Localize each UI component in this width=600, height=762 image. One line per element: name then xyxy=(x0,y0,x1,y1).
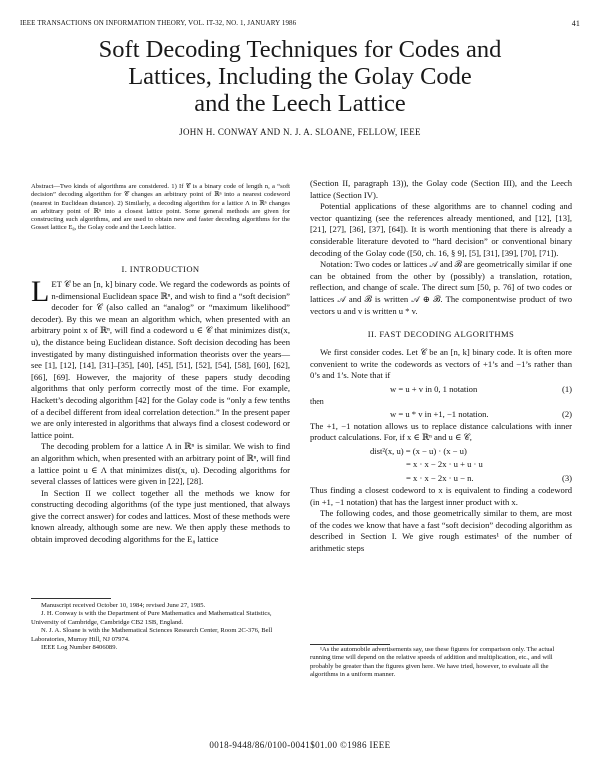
equation-1-text: w = u + v in 0, 1 notation xyxy=(390,383,478,394)
equation-3-line-3: = x · x − 2x · u − n. (3) xyxy=(406,472,572,483)
footnote-conway: J. H. Conway is with the Department of Pure Mathematics and Mathematical Statistics, University of Cambridge, Cambridge CB2 1SB, England. xyxy=(31,610,272,626)
title-line-1: Soft Decoding Techniques for Codes and xyxy=(98,36,502,63)
section-2-paragraph-1: We first consider codes. Let 𝒞 be an [n, k] binary code. It is often more convenient to write the codewords as vectors of +1’s and −1’s rather than 0’s and 1’s. Note that if xyxy=(310,347,572,381)
equation-1 xyxy=(310,382,572,396)
introduction-body xyxy=(31,275,291,546)
equation-3-number: (3) xyxy=(561,472,572,483)
section-2-body xyxy=(310,347,572,555)
page-number: 41 xyxy=(571,19,580,28)
equation-1-number: (1) xyxy=(561,383,572,394)
footnote-right xyxy=(310,646,572,680)
right-column-top xyxy=(310,178,572,317)
equation-2-text: w = u * v in +1, −1 notation. xyxy=(390,408,489,419)
author-line: JOHN H. CONWAY AND N. J. A. SLOANE, FELLOW, IEEE xyxy=(179,127,421,137)
footnote-rule-right xyxy=(310,644,390,645)
equation-3-line-2: = x · x − 2x · u + u · u xyxy=(406,458,483,469)
abstract xyxy=(31,183,290,233)
right-paragraph-1: Potential applications of these algorithms are to channel coding and vector quantizing (see the references already mentioned, and [12], [13], [21], [27], [36], [37], [64]). It is worth mentioning that there is already a considerable literature devoted to “hard decision” or conventional binary decoding of the Golay code ([50, ch. 16, § 9], [5], [31], [39], [70], [71]). xyxy=(310,201,572,258)
section-2-paragraph-3: Thus finding a closest codeword to x is equivalent to finding a codeword (in +1, −1 notation) that has the largest inner product with x. xyxy=(310,484,572,507)
footnote-log-number: IEEE Log Number 8406089. xyxy=(41,644,118,652)
equation-2-number: (2) xyxy=(561,408,572,419)
footnote-rule-left xyxy=(31,598,111,599)
section-2-paragraph-4: The following codes, and those geometrically similar to them, are most of the codes we know that have a fast “soft decision” decoding algorithm as described in Section I. We give rough estimates¹ of the number of arithmetic steps xyxy=(310,508,572,553)
abstract-text: Abstract—Two kinds of algorithms are considered. 1) If 𝒞 is a binary code of length n, a “soft decision” decoding algorithm for 𝒞 changes an arbitrary point of ℝⁿ into a nearest codeword (nearest in Euclidean distance). 2) Similarly, a decoding algorithm for a lattice Λ in ℝⁿ changes an arbitrary point of ℝⁿ into a closest lattice point. Some general methods are given for constructing such algorithms, and are used to obtain new and faster decoding algorithms for the Gosset lattice E₈, the Golay code and the Leech lattice. xyxy=(31,183,290,232)
title-line-3: and the Leech Lattice xyxy=(194,90,406,117)
copyright-footer: 0018-9448/86/0100-0041$01.00 ©1986 IEEE xyxy=(209,740,391,750)
intro-paragraph-2: The decoding problem for a lattice Λ in ℝⁿ is similar. We wish to find an algorithm which, when presented with an arbitrary point of ℝⁿ, will find a lattice point u ∈ Λ that minimizes dist(x, u). Decoding algorithms for several classes of lattices were given in [22], [28]. xyxy=(31,441,291,487)
right-paragraph-0: (Section II, paragraph 13)), the Golay code (Section III), and the Leech lattice (Section IV). xyxy=(310,178,572,200)
footnotes-left xyxy=(31,602,290,652)
running-header xyxy=(20,19,580,31)
then-word: then xyxy=(310,396,324,406)
journal-header: IEEE TRANSACTIONS ON INFORMATION THEORY, VOL. IT-32, NO. 1, JANUARY 1986 xyxy=(20,19,297,27)
equation-2 xyxy=(310,407,572,421)
title-line-2: Lattices, Including the Golay Code xyxy=(128,63,472,90)
footnote-1: ¹As the automobile advertisements say, use these figures for comparison only. The actual running time will depend on the relative speeds of addition and multiplication, etc., and will probably be greater than the figures given here. We have tried, however, to evaluate all the algorithms in a uniform manner. xyxy=(310,646,555,679)
paper-title xyxy=(40,36,560,117)
intro-paragraph-3: In Section II we collect together all the methods we know for constructing decoding algorithms (of the type just mentioned, that always give the correct answer) for codes and lattices. Most of these methods were known already, although some are new. We then apply these methods to obtain improved decoding algorithms for the E₈ lattice xyxy=(31,487,290,545)
section-1-heading: I. INTRODUCTION xyxy=(121,264,200,274)
equation-3-line-1: dist²(x, u) = (x − u) · (x − u) xyxy=(370,445,467,456)
footnote-sloane: N. J. A. Sloane is with the Mathematical Sciences Research Center, Room 2C-376, Bell Laboratories, Murray Hill, NJ 07974. xyxy=(31,627,273,643)
intro-paragraph-1: LET 𝒞 be an [n, k] binary code. We regard the codewords as points of n-dimensional Euclidean space ℝⁿ, and wish to find a “soft decision” decoder for 𝒞 (also called an “analog” or “maximum likelihood” decoder). By this we mean an algorithm which, when presented with an arbitrary point x of ℝⁿ, will find a codeword u ∈ 𝒞 that minimizes dist(x, u), the distance being Euclidean distance. Soft decision decoding has been investigated by many distinguished information theorists over the years—see [1], [12], [14], [31]–[35], [40], [45], [51], [52], [54], [58], [60], [62], [66], [69]. However, the majority of these papers study decoding algorithms that only perform correctly most of the time. For example, Hackett’s decoding algorithm [42] for the Golay code is “only a few tenths of a decibel different from ideal correlation detection.” In the present paper we are only interested in algorithms that always find a closest codeword or lattice point. xyxy=(31,275,290,440)
drop-cap: L xyxy=(31,275,50,308)
notation-paragraph: Notation: Two codes or lattices 𝒜 and ℬ are geometrically similar if one can be obtained from the other by (possibly) a translation, rotation, reflection, and change of scale. The direct sum [50, p. 76] of two codes or lattices 𝒜 and ℬ is written 𝒜 ⊕ ℬ. The componentwise product of two vectors u and v is written u * v. xyxy=(310,259,572,316)
section-2-paragraph-2: The +1, −1 notation allows us to replace distance calculations with inner product calculations. For, if x ∈ ℝⁿ and u ∈ 𝒞, xyxy=(310,420,572,443)
footnote-received: Manuscript received October 10, 1984; revised June 27, 1985. xyxy=(41,602,206,609)
section-2-heading: II. FAST DECODING ALGORITHMS xyxy=(367,329,515,339)
